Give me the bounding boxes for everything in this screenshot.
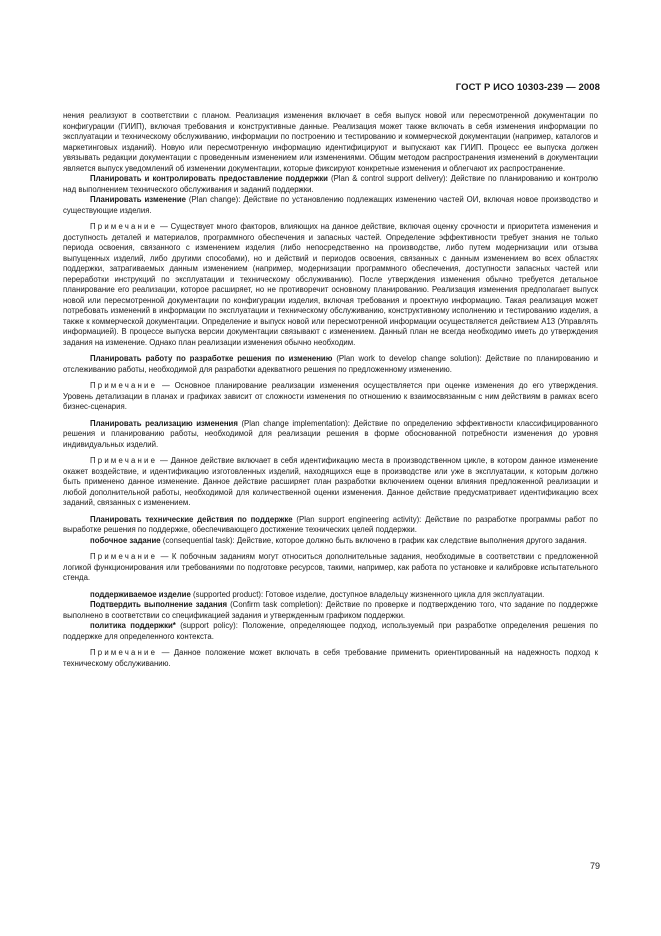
term-name: поддерживаемое изделие <box>90 589 191 599</box>
paragraph-text: — Данное действие включает в себя идентификацию места в производственном цикле, в котором данное изменение окажет воздействие, и идентификацию изготовленных изделий, находящихся еще в производстве или уже в эксплуатации, к которым должно быть применено данное изменение. Данное действие расширяет план разработки включением оценки влияния предложенной реализации и любой дополнительной работы, необходимой для количественной оценки изменения. Данное действие предусматривает идентификацию всех заданий, связанных с изменением. <box>63 456 598 507</box>
note-label: Примечание <box>90 552 158 561</box>
note-label: Примечание <box>90 648 158 657</box>
continued-paragraph <box>63 111 598 174</box>
note-paragraph <box>63 456 598 509</box>
term-definition <box>63 419 598 451</box>
note-paragraph <box>63 222 598 348</box>
term-definition <box>63 621 598 642</box>
term-name: Планировать изменение <box>90 195 186 204</box>
paragraph-text: (supported product): Готовое изделие, доступное владельцу жизненного цикла для эксплуатации. <box>190 589 545 599</box>
paragraph-text: нения реализуют в соответствии с планом. Реализация изменения включает в себя выпуск новой или пересмотренной документации по конфигурации (ГИИП), включая требования и конструктивные данные. Реализация может также включать в себя изменения информации по эксплуатации и техническому обслуживанию, информации по построению и тестированию и коммерческой документации (например, каталогов и маркетинговых изданий). Новую или пересмотренную информацию идентифицируют и выпускают как ГИИП. Процесс ее выпуска должен увязывать редакции документации с проведенным изменением или изменениями. Общим методом распространения изменений в документации является выпуск уведомлений об изменении документации, которые фиксируют конкретные изменения и облегчают их распространение. <box>63 111 598 173</box>
paragraph-text: (Plan change): Действие по установлению подлежащих изменению частей ОИ, включая новое производство и существующие изделия. <box>63 195 598 215</box>
paragraph-text: (Plan support engineering activity): Действие по разработке программы работ по выработке решения по поддержке, обеспечивающего достижение технических целей поддержки. <box>63 514 598 534</box>
paragraph-text: (Confirm task completion): Действие по проверке и подтверждению того, что задание по поддержке выполнено в соответствии со спецификацией задания и утвержденным графиком поддержки. <box>63 600 599 620</box>
paragraph-text: — К побочным заданиям могут относиться дополнительные задания, необходимые в соответствии с предложенной логикой функционирования или требованиями по подготовке ресурсов, такими, например, как работа по установке и калибровке испытательного стенда. <box>63 552 598 582</box>
term-definition <box>63 195 598 216</box>
page-number: 79 <box>589 861 600 871</box>
note-label: Примечание <box>90 456 158 465</box>
term-name: Планировать работу по разработке решения по изменению <box>90 354 333 363</box>
term-definition <box>63 600 598 621</box>
note-label: Примечание <box>90 381 158 390</box>
term-name: Планировать и контролировать предоставление поддержки <box>90 174 328 183</box>
term-definition <box>63 515 598 536</box>
term-definition <box>63 590 598 601</box>
paragraph-text: — Существует много факторов, влияющих на данное действие, включая оценку срочности и приоритета изменения и доступность деталей и материалов, программного обеспечения и запасных частей. Определение эффективности требует знания не только периода освоения, связанного с изменением изделия (либо непосредственно на производстве, либо путем модернизации или отзыва выпущенных изделий, либо другими способами), но и действий и периодов освоения, связанных с данным изменением во всех областях поддержки, затрагиваемых данным изменением (например, модернизации программного обеспечения, доступности запасных частей или переработки инструкций по эксплуатации и техническому обслуживанию). После утверждения изменения обычно требуется детальное планирование его реализации, которое расширяет, но не противоречит основному планированию. Реализация изменения предполагает выпуск новой или пересмотренной документации по конфигурации изделия, включая требования и проектную информацию. Такая реализация может потребовать изменений в информации по эксплуатации и техническому обслуживанию, конструктивному исполнению и тестированию изделия, а также к коммерческой документации. Определение и выпуск новой или пересмотренной информации осуществляется действием А13 (Управлять информацией). В процессе выпуска версии документации связывают с изменением. Данный план не всегда необходимо иметь до утверждения задания на изменение. Однако план реализации изменения обычно необходим. <box>63 222 598 347</box>
document-body <box>63 111 598 669</box>
paragraph-text: (Plan & control support delivery): Действие по планированию и контролю над выполнением технического обслуживания и заданий поддержки. <box>63 174 598 194</box>
standard-header: ГОСТ Р ИСО 10303-239 — 2008 <box>455 82 600 93</box>
paragraph-text: — Данное положение может включать в себя требование применить ориентированный на надежность подход к техническому обслуживанию. <box>63 648 598 668</box>
term-name: Планировать технические действия по поддержке <box>90 514 293 524</box>
term-definition <box>63 536 598 547</box>
paragraph-text: (Plan change implementation): Действие по определению эффективности классифицированного решения и планированию работы, необходимой для реализации решения в форме обоснованной потребности изменения до уровня индивидуальных изделий. <box>63 418 598 449</box>
term-definition <box>63 174 598 195</box>
term-name: Подтвердить выполнение задания <box>90 600 228 609</box>
note-label: Примечание <box>90 222 158 231</box>
paragraph-text: (support policy): Положение, определяющее подход, используемый при разработке определения решения по поддержке для определенного контекста. <box>63 621 598 641</box>
note-paragraph <box>63 648 598 669</box>
term-name: Планировать реализацию изменения <box>90 418 238 428</box>
paragraph-text: — Основное планирование реализации изменения осуществляется при оценке изменения до его утверждения. Уровень детализации в планах и графиках зависит от сложности изменения по отношению к взаимосвязанным с ним действиям в рамках всего бизнес-сценария. <box>63 381 598 411</box>
term-definition <box>63 354 598 375</box>
note-paragraph <box>63 381 598 413</box>
term-name: политика поддержки* <box>90 621 176 630</box>
paragraph-text: (Plan work to develop change solution): Действие по планированию и отслеживанию работы, необходимой для разработки адекватного решения по предложенному изменению. <box>63 354 599 374</box>
note-paragraph <box>63 552 598 584</box>
term-name: побочное задание <box>90 535 161 545</box>
paragraph-text: (consequential task): Действие, которое должно быть включено в график как следствие выполнения другого задания. <box>160 535 587 545</box>
